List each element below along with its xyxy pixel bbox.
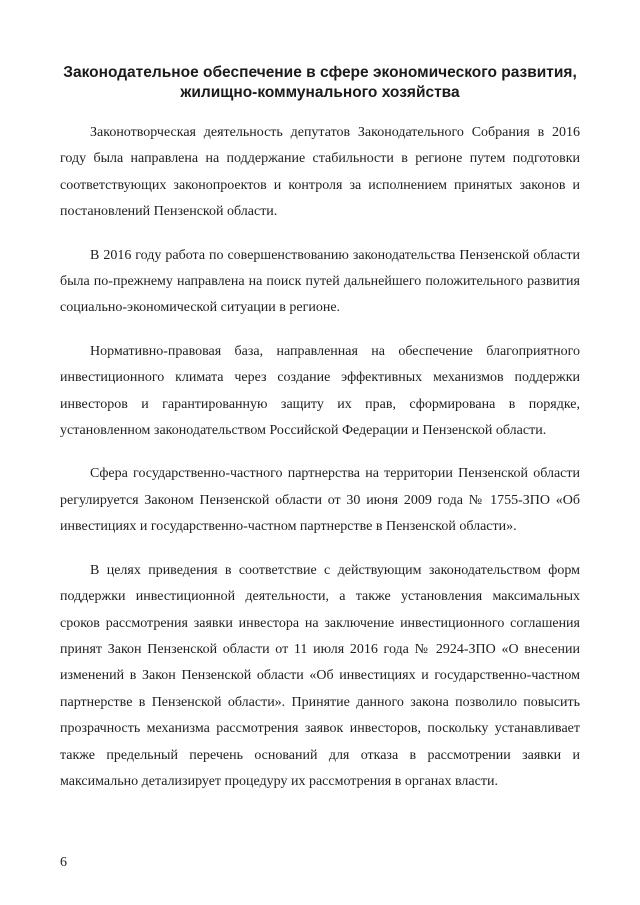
body-text <box>60 120 580 812</box>
page-number: 6 <box>60 855 67 870</box>
paragraph: Сфера государственно-частного партнерства на территории Пензенской области регулируется Законом Пензенской области от 30 июня 2009 года № 1755-ЗПО «Об инвестициях и государственно-частном партнерстве в Пензенской области». <box>60 466 580 535</box>
paragraph: В целях приведения в соответствие с действующим законодательством форм поддержки инвестиционной деятельности, а также установления максимальных сроков рассмотрения заявки инвестора на заключение инвестиционного соглашения принят Закон Пензенской области от 11 июля 2016 года № 2924-ЗПО «О внесении изменений в Закон Пензенской области «Об инвестициях и государственно-частном партнерстве в Пензенской области». Принятие данного закона позволило повысить прозрачность механизма рассмотрения заявок инвесторов, поскольку устанавливает также предельный перечень оснований для отказа в рассмотрении заявки и максимально детализирует процедуру их рассмотрения в органах власти. <box>60 562 580 789</box>
paragraph: Законотворческая деятельность депутатов Законодательного Собрания в 2016 году была направлена на поддержание стабильности в регионе путем подготовки соответствующих законопроектов и контроля за исполнением принятых законов и постановлений Пензенской области. <box>60 125 580 220</box>
paragraph: В 2016 году работа по совершенствованию законодательства Пензенской области была по-прежнему направлена на поиск путей дальнейшего положительного развития социально-экономической ситуации в регионе. <box>60 247 580 316</box>
paragraph: Нормативно-правовая база, направленная на обеспечение благоприятного инвестиционного климата через создание эффективных механизмов поддержки инвесторов и гарантированную защиту их прав, сформирована в порядке, установленном законодательством Российской Федерации и Пензенской области. <box>60 343 580 439</box>
section-title: Законодательное обеспечение в сфере экономического развития, жилищно-коммунального хозяйства <box>63 64 577 101</box>
